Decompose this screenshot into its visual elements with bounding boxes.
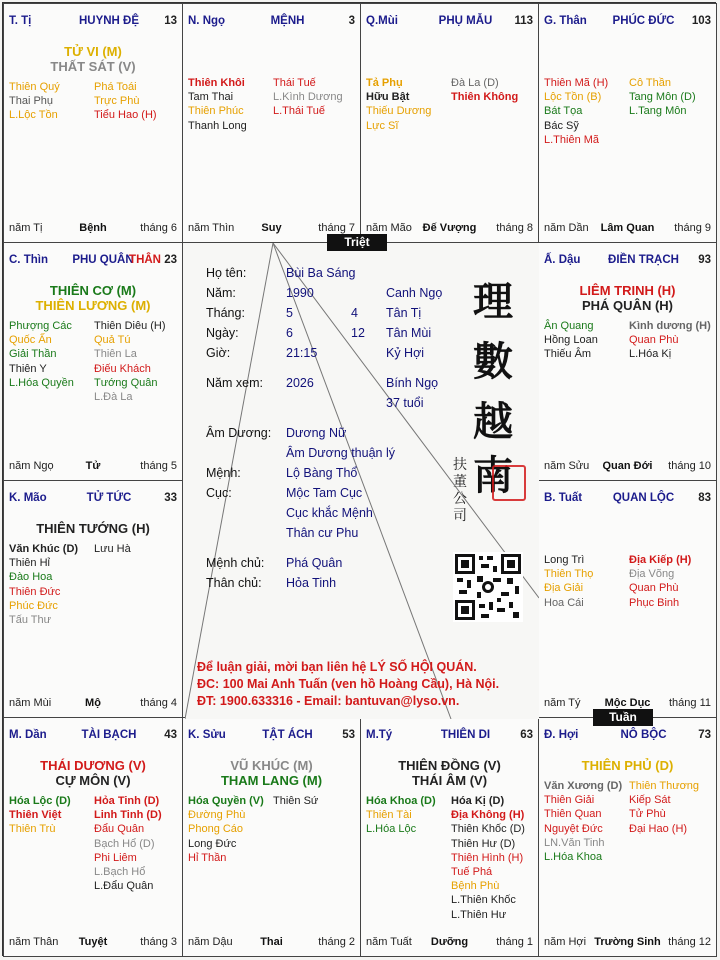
star-item: Quan Phù [629, 334, 679, 347]
value-ngay-can: Tân Mùi [386, 326, 432, 340]
star-item: Thiên Không [451, 91, 519, 104]
palace-month: tháng 1 [496, 936, 533, 948]
palace-life-stage: Mộc Dục [604, 697, 651, 709]
value-am-duong-ly: Âm Dương thuận lý [286, 446, 395, 460]
star-item: Thanh Long [188, 119, 247, 132]
palace-year: năm Dậu [188, 936, 233, 948]
star-item: Tả Phụ [366, 77, 403, 89]
star-item: Thiên Tài [366, 809, 412, 822]
star-list-right [451, 76, 518, 104]
value-gio-can: Kỷ Hợi [386, 346, 425, 360]
star-item: L.Hóa Quyền [9, 376, 74, 389]
palace-footer [544, 222, 711, 236]
palace-cyclic-branch: C. Thìn [9, 254, 48, 266]
palace-life-stage: Tuyệt [78, 936, 108, 948]
palace-dau[interactable] [538, 242, 717, 481]
star-item: L.Đà La [94, 390, 133, 403]
star-item: Địa Kiếp (H) [629, 554, 692, 566]
contact-line-3: ĐT: 1900.633316 - Email: bantuvan@lyso.vn. [197, 694, 460, 708]
star-list-left [188, 794, 264, 865]
star-item: Lộc Tồn (B) [544, 91, 602, 104]
palace-number: 113 [514, 15, 533, 27]
tuan-badge: Tuần [593, 709, 653, 726]
palace-cyclic-branch: M.Tý [366, 729, 393, 741]
palace-year: năm Ngọ [9, 460, 54, 472]
star-list-right [273, 76, 343, 119]
palace-year: năm Dần [544, 222, 589, 234]
qr-code-icon[interactable] [453, 552, 523, 622]
palace-cyclic-branch: K. Mão [9, 492, 47, 504]
star-item: Đại Hao (H) [629, 822, 688, 835]
label-gio: Giờ: [206, 346, 231, 360]
star-item: L.Tang Môn [629, 105, 687, 118]
palace-mao[interactable] [3, 480, 183, 718]
palace-year: năm Mùi [9, 697, 52, 709]
star-list-right [94, 794, 162, 893]
star-item: Long Trì [544, 554, 585, 566]
palace-month: tháng 3 [140, 936, 177, 948]
star-item: Phục Binh [629, 596, 680, 609]
palace-number: 93 [698, 254, 711, 266]
star-item: L.Thiên Khốc [451, 894, 516, 907]
star-item: Thiếu Âm [544, 348, 592, 361]
palace-cyclic-branch: K. Sửu [188, 729, 226, 741]
star-item: Ân Quang [544, 320, 594, 332]
star-item: Địa Võng [629, 568, 675, 581]
star-list-left [9, 319, 74, 390]
palace-year: năm Thân [9, 936, 59, 948]
star-item: Thái Tuế [273, 77, 316, 89]
star-item: Hoa Cái [544, 596, 584, 609]
palace-cyclic-branch: Đ. Hợi [544, 729, 579, 741]
star-item: Phượng Các [9, 320, 72, 332]
main-star: TỬ VI (M) [64, 44, 122, 59]
palace-cyclic-branch: Q.Mùi [366, 15, 398, 27]
palace-life-stage: Trường Sinh [594, 936, 661, 948]
star-list-right [451, 794, 525, 922]
main-star: THIÊN TƯỚNG (H) [36, 521, 150, 536]
main-star: THIÊN CƠ (M) [49, 283, 137, 298]
value-thang-am: 4 [351, 306, 358, 320]
value-tuoi: 37 tuổi [386, 396, 424, 410]
star-item: Linh Tinh (D) [94, 809, 162, 822]
palace-life-stage: Dưỡng [430, 936, 469, 948]
star-item: Phá Toái [94, 81, 137, 93]
star-list-left [544, 553, 593, 610]
palace-month: tháng 6 [140, 222, 177, 234]
palace-life-stage: Mộ [85, 697, 101, 709]
palace-footer [9, 222, 177, 236]
star-list-right [94, 319, 166, 404]
palace-name: THIÊN DI [440, 729, 491, 741]
side-char-1: 扶 [453, 457, 467, 473]
star-item: Thiên Sứ [273, 795, 319, 807]
value-ho-ten: Bùi Ba Sáng [286, 266, 356, 280]
star-item: Văn Xương (D) [544, 780, 623, 792]
palace-number: 43 [164, 729, 177, 741]
star-list-right [629, 553, 691, 610]
palace-number: 83 [698, 492, 711, 504]
palace-name: TÀI BẠCH [81, 729, 137, 741]
palace-life-stage: Thai [260, 936, 283, 948]
star-item: L.Hóa Lộc [366, 823, 417, 836]
palace-footer [9, 460, 177, 474]
star-item: Tướng Quân [94, 376, 158, 389]
value-ngay-am: 12 [351, 326, 365, 340]
palace-month: tháng 9 [674, 222, 711, 234]
calligraphy-char-3: 越 [473, 398, 513, 445]
value-than-cu: Thân cư Phu [286, 526, 359, 540]
star-item: Tấu Thư [9, 613, 52, 626]
star-item: Phong Cáo [188, 823, 244, 836]
star-item: L.Bạch Hổ [94, 865, 146, 878]
value-nam: 1990 [286, 286, 314, 300]
star-list-left [366, 76, 431, 133]
palace-number: 73 [698, 729, 711, 741]
star-item: Hóa Khoa (D) [366, 795, 436, 807]
star-item: Đẩu Quân [94, 823, 145, 836]
star-item: Quan Phù [629, 582, 679, 595]
palace-footer [544, 460, 711, 474]
label-nam-xem: Năm xem: [206, 376, 263, 390]
palace-name: PHU QUÂN [72, 254, 134, 266]
star-item: Thiên Việt [9, 809, 62, 822]
label-menh-chu: Mệnh chủ: [206, 556, 265, 570]
value-cuc-khac: Cục khắc Mệnh [286, 506, 373, 520]
palace-name: TẬT ÁCH [262, 729, 313, 741]
palace-footer [9, 697, 177, 711]
star-item: Thiên Quan [544, 808, 602, 821]
palace-than[interactable] [538, 3, 717, 243]
palace-cyclic-branch: N. Ngọ [188, 15, 226, 27]
value-menh: Lộ Bàng Thổ [286, 466, 358, 480]
star-list-left [9, 794, 71, 837]
main-star: VŨ KHÚC (M) [230, 758, 313, 773]
star-item: Thiên Hư (D) [451, 837, 516, 850]
star-list-right [629, 779, 699, 836]
palace-number: 13 [164, 15, 177, 27]
palace-footer [544, 936, 711, 950]
star-item: L.Thiên Mã [544, 133, 600, 146]
palace-cyclic-branch: G. Thân [544, 15, 587, 27]
palace-number: 63 [520, 729, 533, 741]
star-item: Địa Không (H) [451, 809, 525, 822]
star-item: Hỏa Tinh (D) [94, 795, 160, 807]
main-star: THÁI DƯƠNG (V) [40, 758, 146, 773]
star-item: Thiên Quý [9, 81, 60, 93]
palace-ty[interactable] [360, 717, 539, 957]
star-item: Kình dương (H) [629, 320, 711, 332]
star-item: Kiếp Sát [629, 794, 671, 807]
contact-line-2: ĐC: 100 Mai Anh Tuấn (ven hồ Hoàng Cầu), Hà Nội. [197, 677, 500, 691]
value-nam-can: Canh Ngọ [386, 286, 443, 300]
calligraphy-char-2: 數 [473, 338, 513, 385]
triet-badge: Triệt [327, 234, 387, 251]
star-item: Thiên Khôi [188, 77, 245, 89]
main-star: THẤT SÁT (V) [50, 59, 136, 74]
palace-number: 23 [164, 254, 177, 266]
star-list-left [9, 80, 60, 123]
palace-month: tháng 8 [496, 222, 533, 234]
star-item: Long Đức [188, 837, 237, 850]
palace-month: tháng 2 [318, 936, 355, 948]
value-thang-can: Tân Tị [386, 306, 422, 320]
star-item: Thiên Diêu (H) [94, 320, 166, 332]
star-item: Đào Hoa [9, 571, 53, 584]
star-list-left [188, 76, 247, 133]
star-item: LN.Văn Tinh [544, 836, 605, 849]
palace-name: ĐIỀN TRẠCH [608, 254, 679, 266]
star-item: Thiên Thọ [544, 568, 594, 581]
star-item: L.Lộc Tồn [9, 109, 58, 122]
star-item: Thiên Trù [9, 823, 56, 836]
star-item: Thiên Mã (H) [544, 77, 609, 89]
star-item: L.Kình Dương [273, 91, 343, 104]
star-item: Thiên Đức [9, 585, 61, 598]
palace-name: PHÚC ĐỨC [612, 15, 675, 27]
palace-hoi[interactable] [538, 717, 717, 957]
palace-year: năm Mão [366, 222, 412, 234]
palace-suu[interactable] [182, 717, 361, 957]
value-nam-xem-can: Bính Ngọ [386, 376, 439, 390]
star-item: Cô Thần [629, 77, 671, 89]
star-item: Phi Liêm [94, 851, 137, 864]
palace-number: 53 [342, 729, 355, 741]
palace-life-stage: Đế Vượng [422, 222, 477, 234]
value-than-chu: Hỏa Tinh [286, 576, 337, 590]
star-item: Thiên Y [9, 362, 47, 375]
palace-footer [366, 222, 533, 236]
palace-year: năm Sửu [544, 460, 590, 472]
palace-month: tháng 10 [668, 460, 711, 472]
palace-month: tháng 4 [140, 697, 177, 709]
palace-footer [9, 936, 177, 950]
value-nam-xem: 2026 [286, 376, 314, 390]
star-list-left [544, 76, 608, 147]
star-item: Thiên Hỉ [9, 557, 50, 570]
star-item: Thiên Phúc [188, 105, 244, 118]
star-item: Bạch Hổ (D) [94, 837, 155, 850]
star-item: Bát Tọa [544, 105, 583, 118]
palace-footer [366, 936, 533, 950]
star-list-left [366, 794, 436, 837]
side-char-4: 司 [453, 508, 467, 524]
label-ngay: Ngày: [206, 326, 239, 340]
value-cuc: Mộc Tam Cục [286, 486, 363, 500]
palace-cyclic-branch: Ấ. Dậu [544, 254, 581, 266]
palace-cyclic-branch: B. Tuất [544, 492, 583, 504]
value-ngay: 6 [286, 326, 293, 340]
palace-month: tháng 11 [668, 697, 711, 709]
star-item: Đường Phù [188, 809, 246, 822]
star-item: L.Hóa Kị [629, 348, 672, 361]
palace-year: năm Tuất [366, 936, 412, 948]
palace-dan[interactable] [3, 717, 183, 957]
calligraphy-char-1: 理 [473, 278, 513, 325]
palace-thin[interactable] [3, 242, 183, 481]
main-star: LIÊM TRINH (H) [579, 283, 676, 298]
star-list-right [273, 794, 318, 808]
palace-year: năm Thìn [188, 222, 235, 234]
star-item: Tang Môn (D) [629, 91, 696, 104]
label-am-duong: Âm Dương: [206, 426, 272, 440]
palace-number: 33 [164, 492, 177, 504]
star-item: Văn Khúc (D) [9, 543, 79, 555]
star-item: Hóa Lộc (D) [9, 795, 71, 807]
star-item: Giải Thần [9, 348, 57, 361]
star-list-right [94, 80, 157, 123]
star-item: Địa Giải [544, 582, 584, 595]
star-list-left [544, 779, 622, 864]
palace-month: tháng 5 [140, 460, 177, 472]
palace-life-stage: Suy [261, 222, 282, 234]
main-star: THIÊN LƯƠNG (M) [35, 298, 151, 313]
star-item: Thiếu Dương [366, 105, 432, 118]
palace-name: MỆNH [270, 15, 305, 27]
star-item: Tử Phù [629, 808, 666, 821]
star-item: Hóa Kị (D) [451, 795, 505, 807]
label-ho-ten: Họ tên: [206, 266, 247, 280]
palace-life-stage: Bệnh [79, 222, 107, 234]
label-menh: Mệnh: [206, 466, 241, 480]
star-list-right [629, 76, 696, 119]
center-info-panel [185, 243, 539, 719]
palace-year: năm Tị [9, 222, 43, 234]
main-star: THAM LANG (M) [220, 773, 323, 788]
main-star: PHÁ QUÂN (H) [582, 298, 673, 313]
palace-tuat[interactable] [538, 480, 717, 718]
star-item: Đà La (D) [451, 77, 499, 89]
star-item: Thiên Khốc (D) [451, 823, 525, 836]
palace-name: HUYNH ĐỆ [78, 15, 140, 27]
star-item: Hóa Quyền (V) [188, 795, 264, 807]
star-item: Nguyệt Đức [544, 822, 603, 835]
star-item: Quả Tú [94, 334, 131, 347]
star-item: Lực Sĩ [366, 119, 399, 132]
value-am-duong: Dương Nữ [286, 426, 347, 440]
palace-life-stage: Lâm Quan [600, 222, 655, 234]
main-star: THIÊN PHỦ (D) [581, 758, 674, 773]
star-item: Hữu Bật [366, 91, 410, 104]
star-list-left [9, 542, 78, 627]
star-item: Thiên Hình (H) [451, 851, 524, 864]
side-char-2: 董 [453, 474, 467, 490]
star-item: Điếu Khách [94, 362, 151, 375]
value-thang: 5 [286, 306, 293, 320]
palace-ti[interactable] [3, 3, 183, 243]
star-item: Tam Thai [188, 91, 234, 104]
label-than-chu: Thân chủ: [206, 576, 262, 590]
star-list-right [629, 319, 711, 362]
star-item: Phúc Đức [9, 599, 58, 612]
star-item: Lưu Hà [94, 543, 131, 555]
label-nam: Năm: [206, 286, 236, 300]
star-item: L.Thái Tuế [273, 105, 325, 118]
red-seal-stamp [492, 465, 526, 501]
star-item: Thai Phụ [9, 95, 54, 108]
star-item: Hồng Loan [544, 334, 598, 347]
palace-ngo[interactable] [182, 3, 361, 243]
star-item: Thiên La [94, 348, 137, 361]
palace-year: năm Hợi [544, 936, 587, 948]
palace-cyclic-branch: M. Dần [9, 729, 47, 741]
star-item: Hỉ Thần [188, 851, 227, 864]
star-item: L.Hóa Khoa [544, 850, 603, 863]
palace-month: tháng 7 [318, 222, 355, 234]
star-item: L.Thiên Hư [451, 908, 507, 921]
palace-month: tháng 12 [668, 936, 711, 948]
calligraphy-char-4: 南 [473, 452, 513, 499]
palace-name: QUAN LỘC [612, 492, 675, 504]
than-marker: THÂN [129, 254, 161, 266]
side-char-3: 公 [453, 491, 467, 507]
palace-number: 3 [348, 15, 355, 27]
star-item: Quốc Ấn [9, 334, 52, 347]
main-star: THIÊN ĐỒNG (V) [398, 758, 501, 773]
value-menh-chu: Phá Quân [286, 556, 343, 570]
star-item: Bệnh Phù [451, 880, 500, 893]
palace-life-stage: Quan Đới [602, 460, 653, 472]
value-gio: 21:15 [286, 346, 318, 360]
contact-line-1: Để luận giải, mời bạn liên hệ LÝ SỐ HỘI QUÁN. [197, 660, 477, 674]
star-list-right [94, 542, 131, 556]
label-thang: Tháng: [206, 306, 245, 320]
star-list-left [544, 319, 598, 362]
star-item: Bác Sỹ [544, 119, 579, 132]
star-item: L.Đẩu Quân [94, 880, 154, 893]
palace-name: NÔ BỘC [620, 729, 667, 741]
horoscope-chart [2, 2, 716, 956]
label-cuc: Cục: [206, 486, 232, 500]
palace-cyclic-branch: T. Tị [9, 15, 32, 27]
star-item: Thiên Giải [544, 794, 595, 807]
palace-name: PHỤ MẪU [438, 15, 493, 27]
star-item: Tiểu Hao (H) [94, 109, 157, 122]
side-seal-text [453, 457, 469, 525]
palace-mui[interactable] [360, 3, 539, 243]
palace-name: TỬ TỨC [86, 492, 132, 504]
palace-footer [188, 936, 355, 950]
star-item: Tuế Phá [451, 865, 493, 878]
main-star: CỰ MÔN (V) [55, 773, 131, 788]
palace-life-stage: Tử [85, 460, 101, 472]
star-item: Trực Phù [94, 95, 140, 108]
palace-year: năm Tý [544, 697, 581, 709]
main-star: THÁI ÂM (V) [411, 773, 488, 788]
star-item: Thiên Thương [629, 780, 700, 792]
palace-number: 103 [691, 15, 711, 27]
